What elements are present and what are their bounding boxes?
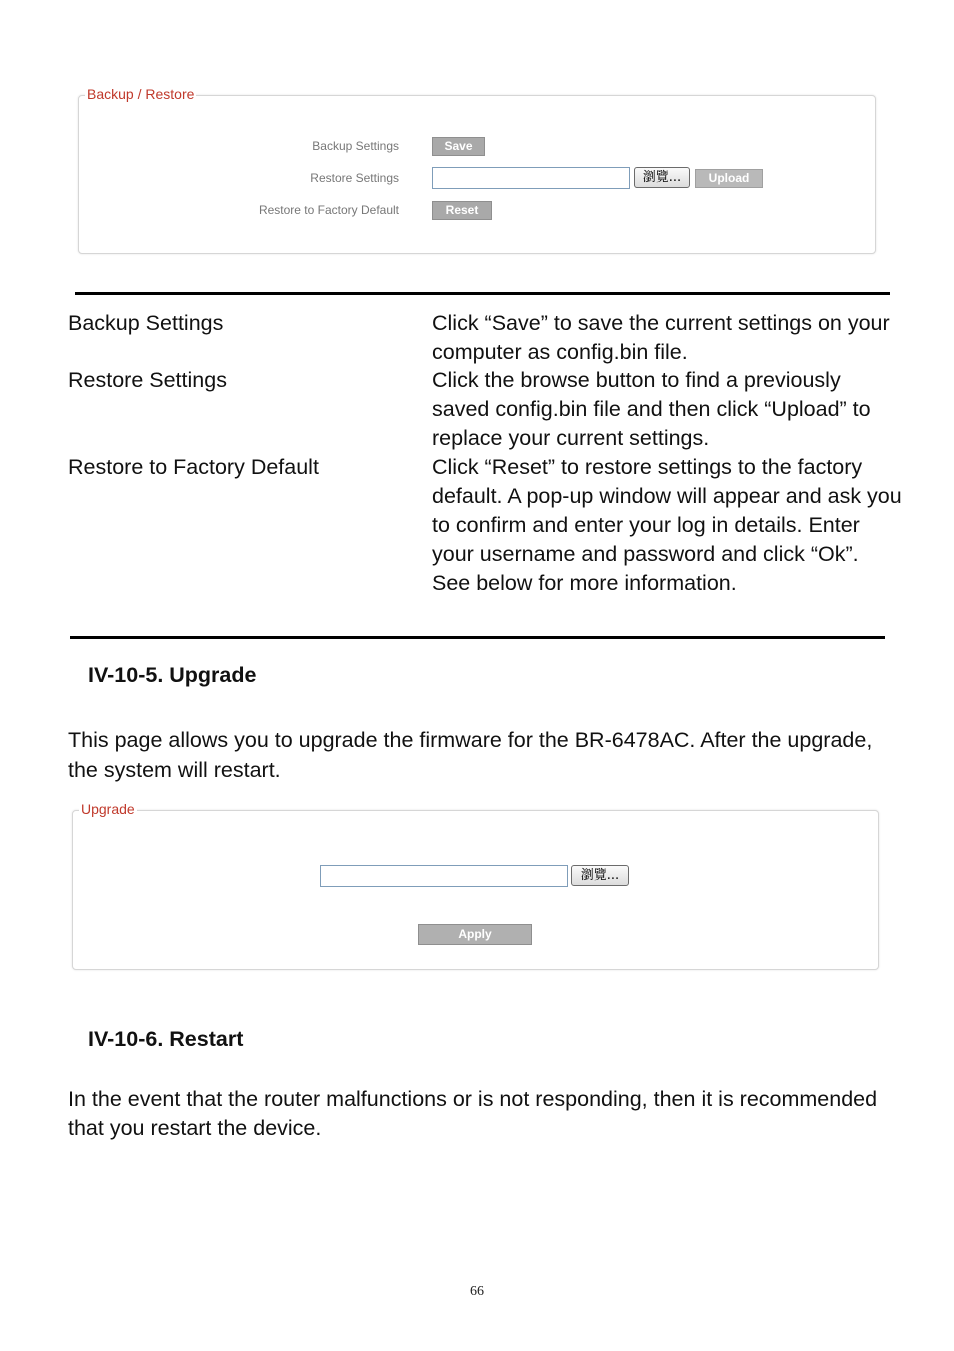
table-term-backup: Backup Settings [68, 311, 224, 335]
upgrade-heading: IV-10-5. Upgrade [88, 663, 257, 687]
backup-restore-legend: Backup / Restore [87, 86, 195, 102]
restore-browse-button[interactable]: 瀏覽... [634, 167, 690, 188]
restore-settings-label: Restore Settings [310, 171, 399, 185]
upgrade-legend: Upgrade [81, 801, 135, 817]
factory-default-label: Restore to Factory Default [258, 203, 399, 217]
restart-body: In the event that the router malfunctions or is not responding, then it is recommended that you restart the device. [68, 1087, 878, 1140]
upgrade-panel [72, 801, 879, 970]
restart-heading: IV-10-6. Restart [88, 1027, 244, 1051]
table-desc-restore: Click the browse button to find a previously saved config.bin file and then click “Upload” to replace your current settings. [432, 368, 871, 450]
table-term-restore: Restore Settings [68, 368, 227, 392]
backup-restore-panel [78, 86, 876, 254]
upload-button[interactable]: Upload [695, 169, 763, 188]
upgrade-body: This page allows you to upgrade the firmware for the BR-6478AC. After the upgrade, the system will restart. [68, 728, 873, 782]
table-term-factory: Restore to Factory Default [68, 455, 319, 479]
table-desc-backup: Click “Save” to save the current settings on your computer as config.bin file. [432, 311, 890, 364]
table-top-rule [75, 292, 890, 295]
backup-settings-label: Backup Settings [312, 139, 399, 153]
table-bottom-rule [70, 636, 885, 639]
reset-button[interactable]: Reset [432, 201, 492, 220]
apply-button[interactable]: Apply [418, 924, 532, 945]
firmware-file-input[interactable] [320, 865, 568, 887]
table-desc-factory: Click “Reset” to restore settings to the factory default. A pop-up window will appear and ask you to confirm and enter your log in details. Enter your username and password and click “Ok”. See below for more information. [432, 455, 902, 595]
restore-file-input[interactable] [432, 167, 630, 189]
firmware-browse-button[interactable]: 瀏覽... [571, 865, 629, 886]
save-button[interactable]: Save [432, 137, 485, 156]
page-number: 66 [470, 1284, 484, 1299]
